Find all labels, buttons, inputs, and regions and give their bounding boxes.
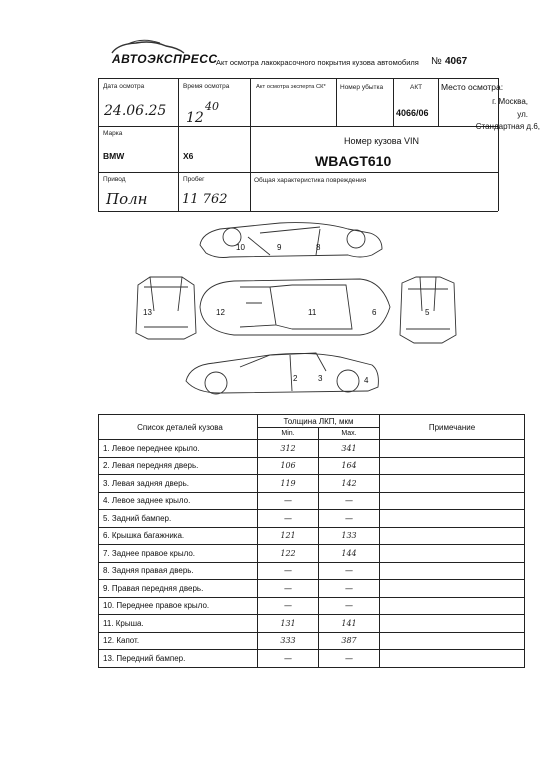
- max-value: —: [319, 650, 380, 668]
- body-number-label: Номер кузова VIN: [344, 136, 419, 146]
- max-value: —: [319, 562, 380, 580]
- table-row: [99, 562, 525, 580]
- place-line-1: г. Москва,: [492, 97, 528, 106]
- time-minutes: 40: [205, 100, 219, 113]
- mileage-value: 11 762: [182, 192, 228, 207]
- note-cell: [380, 475, 525, 493]
- table-row: [99, 527, 525, 545]
- diagram-number-2: 2: [293, 374, 298, 383]
- car-side-left-outline: [186, 353, 378, 393]
- min-value: —: [258, 650, 319, 668]
- part-name: 2. Левая передняя дверь.: [99, 457, 258, 475]
- min-value: —: [258, 597, 319, 615]
- diagram-number-3: 3: [318, 374, 323, 383]
- table-row: [99, 510, 525, 528]
- min-value: 119: [258, 475, 319, 493]
- min-value: —: [258, 580, 319, 598]
- min-value: 122: [258, 545, 319, 563]
- diagram-number-9: 9: [277, 243, 282, 252]
- place-line-2: ул.: [517, 110, 528, 119]
- part-name: 1. Левое переднее крыло.: [99, 440, 258, 458]
- note-cell: [380, 562, 525, 580]
- note-cell: [380, 615, 525, 633]
- brand-label: Марка: [103, 130, 123, 137]
- part-name: 13. Передний бампер.: [99, 650, 258, 668]
- number-sign: №: [431, 56, 442, 67]
- brand-value: BMW: [103, 151, 125, 161]
- expert-act-label: Акт осмотра эксперта СК*: [256, 84, 326, 90]
- table-row: [99, 457, 525, 475]
- part-name: 6. Крышка багажника.: [99, 527, 258, 545]
- min-value: 121: [258, 527, 319, 545]
- max-value: 144: [319, 545, 380, 563]
- max-value: 341: [319, 440, 380, 458]
- table-row: [99, 492, 525, 510]
- model-value: X6: [183, 151, 194, 161]
- col-min-header: Min.: [258, 428, 319, 440]
- car-top-outline: [200, 279, 390, 335]
- note-cell: [380, 597, 525, 615]
- max-value: —: [319, 510, 380, 528]
- car-side-right-outline: [200, 223, 382, 258]
- note-cell: [380, 580, 525, 598]
- table-row: [99, 580, 525, 598]
- col-max-header: Max.: [319, 428, 380, 440]
- act-label: АКТ: [410, 84, 423, 91]
- damage-label: Общая характеристика повреждения: [254, 177, 367, 184]
- mileage-label: Пробег: [183, 176, 205, 183]
- col-note-header: Примечание: [380, 415, 525, 440]
- part-name: 5. Задний бампер.: [99, 510, 258, 528]
- note-cell: [380, 527, 525, 545]
- diagram-number-10: 10: [236, 243, 245, 252]
- min-value: —: [258, 562, 319, 580]
- max-value: —: [319, 580, 380, 598]
- min-value: —: [258, 492, 319, 510]
- max-value: 133: [319, 527, 380, 545]
- note-cell: [380, 457, 525, 475]
- diagram-number-5: 5: [425, 308, 430, 317]
- part-name: 7. Заднее правое крыло.: [99, 545, 258, 563]
- time-hour: 12: [186, 110, 204, 126]
- table-row: [99, 440, 525, 458]
- paint-thickness-table: [98, 414, 525, 668]
- diagram-number-12: 12: [216, 308, 225, 317]
- part-name: 12. Капот.: [99, 632, 258, 650]
- table-row: [99, 615, 525, 633]
- max-value: 387: [319, 632, 380, 650]
- table-row: [99, 545, 525, 563]
- part-name: 10. Переднее правое крыло.: [99, 597, 258, 615]
- table-row: [99, 597, 525, 615]
- min-value: 333: [258, 632, 319, 650]
- note-cell: [380, 440, 525, 458]
- col-parts-header: Список деталей кузова: [99, 415, 258, 440]
- max-value: 141: [319, 615, 380, 633]
- part-name: 3. Левая задняя дверь.: [99, 475, 258, 493]
- part-name: 9. Правая передняя дверь.: [99, 580, 258, 598]
- table-row: [99, 632, 525, 650]
- loss-number-label: Номер убытка: [340, 84, 384, 91]
- note-cell: [380, 632, 525, 650]
- note-cell: [380, 510, 525, 528]
- place-line-3: Стандартная д.6,: [475, 122, 540, 131]
- part-name: 11. Крыша.: [99, 615, 258, 633]
- logo-text: АВТОЭКСПРЕСС: [112, 52, 218, 66]
- act-value: 4066/06: [396, 108, 429, 118]
- max-value: —: [319, 597, 380, 615]
- col-thickness-header: Толщина ЛКП, мкм: [258, 415, 380, 428]
- note-cell: [380, 650, 525, 668]
- part-name: 4. Левое заднее крыло.: [99, 492, 258, 510]
- min-value: 131: [258, 615, 319, 633]
- document-title: Акт осмотра лакокрасочного покрытия кузова автомобиля: [216, 58, 419, 67]
- drive-label: Привод: [103, 176, 126, 183]
- date-value: 24.06.25: [104, 103, 167, 119]
- max-value: 164: [319, 457, 380, 475]
- max-value: 142: [319, 475, 380, 493]
- diagram-number-4: 4: [364, 376, 369, 385]
- table-row: [99, 475, 525, 493]
- time-label: Время осмотра: [183, 83, 230, 90]
- min-value: 312: [258, 440, 319, 458]
- part-name: 8. Задняя правая дверь.: [99, 562, 258, 580]
- drive-value: Полн: [106, 190, 148, 208]
- diagram-number-6: 6: [372, 308, 377, 317]
- date-label: Дата осмотра: [103, 83, 145, 90]
- table-row: [99, 650, 525, 668]
- table-header-row: [99, 415, 525, 428]
- diagram-number-8: 8: [316, 243, 321, 252]
- document-number: 4067: [445, 56, 468, 67]
- vin-value: WBAGT610: [315, 153, 392, 169]
- note-cell: [380, 545, 525, 563]
- min-value: —: [258, 510, 319, 528]
- place-label: Место осмотра:: [441, 82, 504, 92]
- diagram-number-13: 13: [143, 308, 152, 317]
- min-value: 106: [258, 457, 319, 475]
- diagram-number-11: 11: [308, 308, 317, 317]
- note-cell: [380, 492, 525, 510]
- max-value: —: [319, 492, 380, 510]
